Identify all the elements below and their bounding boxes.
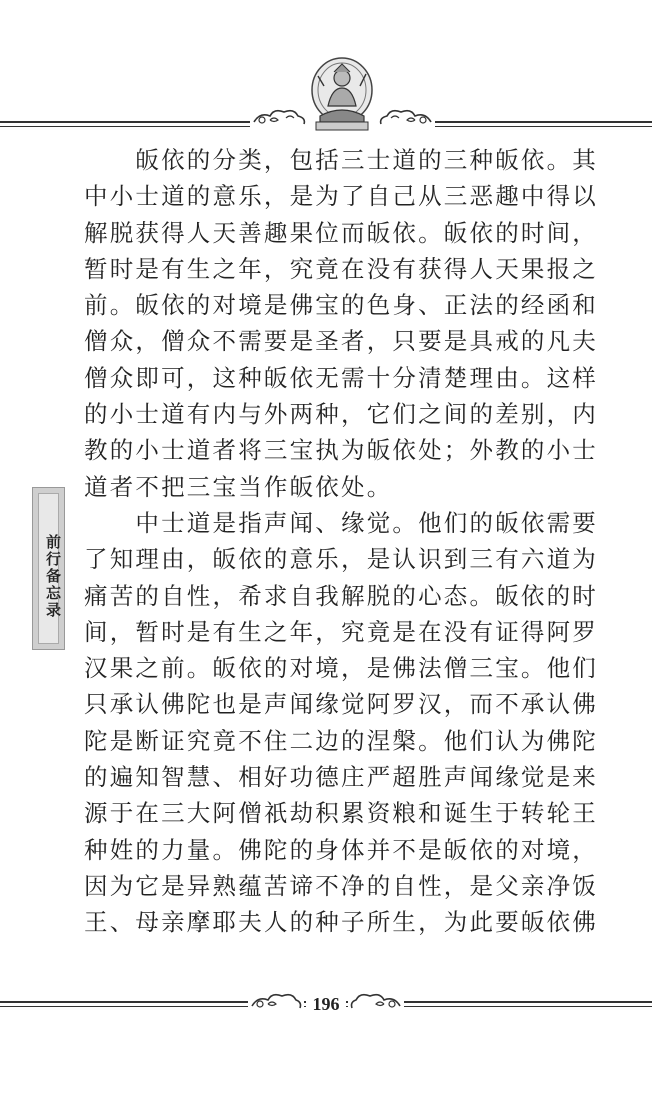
text-line: 暂时是有生之年，究竟在没有获得人天果报之 [84, 254, 598, 283]
paragraph-1 [84, 142, 614, 505]
text-line: 间，暂时是有生之年，究竟是在没有证得阿罗 [84, 617, 598, 646]
text-line: 王、母亲摩耶夫人的种子所生，为此要皈依佛 [84, 908, 598, 937]
side-tab [32, 487, 65, 650]
text-line: 的遍知智慧、相好功德庄严超胜声闻缘觉是来 [84, 763, 598, 792]
text-line: 教的小士道者将三宝执为皈依处；外教的小士 [84, 436, 598, 465]
paragraph-2 [84, 505, 614, 941]
text-line: 僧众，僧众不需要是圣者，只要是具戒的凡夫 [84, 327, 598, 356]
text-line: 汉果之前。皈依的对境，是佛法僧三宝。他们 [84, 654, 598, 683]
text-line: 解脱获得人天善趣果位而皈依。皈依的时间， [84, 218, 598, 247]
text-line: 因为它是异熟蕴苦谛不净的自性，是父亲净饭 [84, 871, 598, 900]
deity-emblem-icon [306, 56, 378, 134]
footer-cloud-left-icon [248, 990, 304, 1014]
text-line: 前。皈依的对境是佛宝的色身、正法的经函和 [84, 291, 598, 320]
text-line: 皈依的分类，包括三士道的三种皈依。其 [84, 146, 598, 174]
text-line: 道者不把三宝当作皈依处。 [84, 472, 393, 501]
text-line: 中士道是指声闻、缘觉。他们的皈依需要 [84, 508, 598, 537]
body-text [84, 142, 614, 941]
text-line: 源于在三大阿僧祇劫积累资粮和诞生于转轮王 [84, 799, 598, 828]
text-line: 的小士道有内与外两种，它们之间的差别，内 [84, 400, 598, 429]
text-line: 了知理由，皈依的意乐，是认识到三有六道为 [84, 545, 598, 574]
cloud-ornament-left-icon [250, 104, 308, 130]
text-line: 陀是断证究竟不住二边的涅槃。他们认为佛陀 [84, 726, 598, 755]
cloud-ornament-right-icon [377, 104, 435, 130]
text-line: 僧众即可，这种皈依无需十分清楚理由。这样 [84, 363, 598, 392]
side-tab-label: 前行备忘录 [44, 533, 62, 619]
footer-cloud-right-icon [348, 990, 404, 1014]
page-number: 196 [306, 992, 346, 1016]
text-line: 痛苦的自性，希求自我解脱的心态。皈依的时 [84, 581, 598, 610]
text-line: 中小士道的意乐，是为了自己从三恶趣中得以 [84, 182, 598, 211]
text-line: 种姓的力量。佛陀的身体并不是皈依的对境， [84, 835, 598, 864]
text-line: 只承认佛陀也是声闻缘觉阿罗汉，而不承认佛 [84, 690, 598, 719]
